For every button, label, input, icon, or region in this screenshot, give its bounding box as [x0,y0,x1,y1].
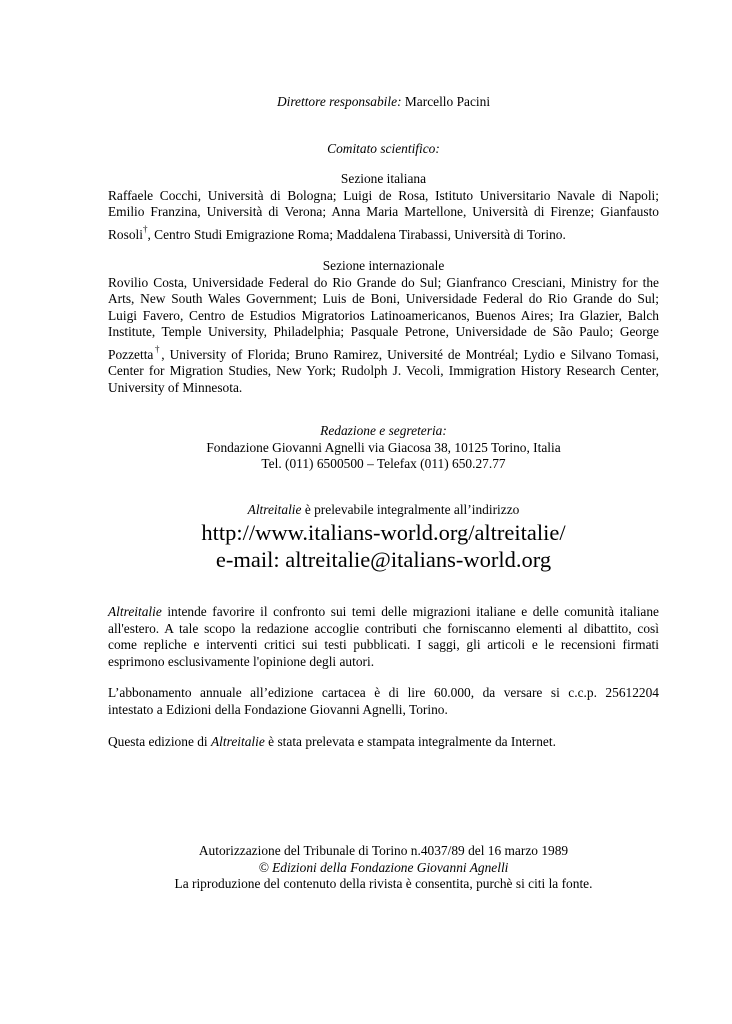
direttore-label: Direttore responsabile: [276,94,402,109]
sezione-internazionale-heading: Sezione internazionale [322,258,445,273]
riproduzione-line: La riproduzione del contenuto della rivista è consentita, purchè si citi la fonte. [174,876,593,891]
web-links [90,519,677,573]
comitato-heading: Comitato scientifico: [327,141,440,156]
sezione-italiana-heading: Sezione italiana [340,171,427,186]
abbonamento-paragraph [108,685,659,718]
redazione-block [108,423,659,473]
rosoli-name: Rosoli [108,226,143,242]
redazione-heading: Redazione e segreteria: [320,423,447,438]
internazionale-line-3: Luigi Favero, Centro de Estudios Migratorios Latinoamericanos, Buenos Aires; Ira Glazier, Balch [108,307,659,323]
intro-line-3: come repliche e interventi critici sui testi pubblicati. I saggi, gli articoli e le recensioni firmati [108,637,659,652]
site-url-link[interactable]: http://www.italians-world.org/altreitalie/ [201,520,566,545]
copyright-line: © Edizioni della Fondazione Giovanni Agnelli [258,859,509,875]
intro-line-1 [108,604,659,621]
abbonamento-line-1: L’abbonamento annuale all’edizione cartacea è di lire 60.000, da versare si c.c.p. 25612204 [108,685,659,700]
edizione-paragraph [108,734,659,751]
italiana-line-2: Emilio Franzina, Università di Verona; Anna Maria Martellone, Università di Firenze; Gianfausto [108,204,659,219]
web-title: Altreitalie [247,502,302,517]
web-intro [108,502,659,519]
sezione-italiana [108,171,659,243]
internazionale-line-1: Rovilio Costa, Universidade Federal do Rio Grande do Sul; Gianfranco Cresciani, Ministry for the [108,274,659,290]
autorizzazione-line: Autorizzazione del Tribunale di Torino n.4037/89 del 16 marzo 1989 [198,843,569,858]
italiana-line-3-rest: , Centro Studi Emigrazione Roma; Maddalena Tirabassi, Università di Torino. [147,226,566,242]
internazionale-line-2: Arts, New South Wales Government; Luis de Boni, Universidade Federal do Rio Grande do Sul; [108,291,659,306]
internazionale-line-5 [108,343,660,364]
abbonamento-line-2: intestato a Edizioni della Fondazione Giovanni Agnelli, Torino. [108,701,448,717]
intro-paragraph [108,604,659,670]
web-block [108,502,659,519]
sezione-internazionale [108,258,659,396]
dagger-mark: † [142,223,148,234]
intro-line-2: all'estero. A tale scopo la redazione accoglie contributi che forniscanno elementi al dibattito, così [108,620,659,636]
direttore-line [108,94,659,111]
internazionale-line-5-rest: , University of Florida; Bruno Ramirez, Université de Montréal; Lydio e Silvano Tomasi, [161,346,660,362]
edizione-a: Questa edizione di [108,734,211,749]
internazionale-line-7: University of Minnesota. [108,379,243,395]
edizione-title: Altreitalie [211,734,265,749]
edizione-line [108,734,659,751]
italiana-line-3 [108,223,659,244]
intro-line-4: esprimono esclusivamente l'opinione degli autori. [108,653,375,669]
redazione-phone: Tel. (011) 6500500 – Telefax (011) 650.27.77 [261,456,506,471]
direttore-name: Marcello Pacini [404,94,491,109]
internazionale-line-4: Institute, Temple University, Philadelphia; Pasquale Petrone, Universidade de São Paulo; George [108,324,659,339]
italiana-line-1: Raffaele Cocchi, Università di Bologna; Luigi de Rosa, Istituto Universitario Navale di Napoli; [108,187,659,203]
intro-line-1-rest: intende favorire il confronto sui temi delle migrazioni italiane e delle comunità italiane [161,604,659,619]
redazione-address: Fondazione Giovanni Agnelli via Giacosa 38, 10125 Torino, Italia [206,439,561,455]
web-intro-text: è prelevabile integralmente all’indirizzo [301,502,520,517]
intro-title: Altreitalie [108,604,162,619]
edizione-b: è stata prelevata e stampata integralmente da Internet. [264,734,556,749]
internazionale-line-6: Center for Migration Studies, New York; Rudolph J. Vecoli, Immigration History Research Center, [108,363,659,378]
pozzetta-name: Pozzetta [108,346,154,362]
email-link[interactable]: e-mail: altreitalie@italians-world.org [215,547,552,572]
footer-block [90,843,677,893]
dagger-mark: † [153,343,162,354]
